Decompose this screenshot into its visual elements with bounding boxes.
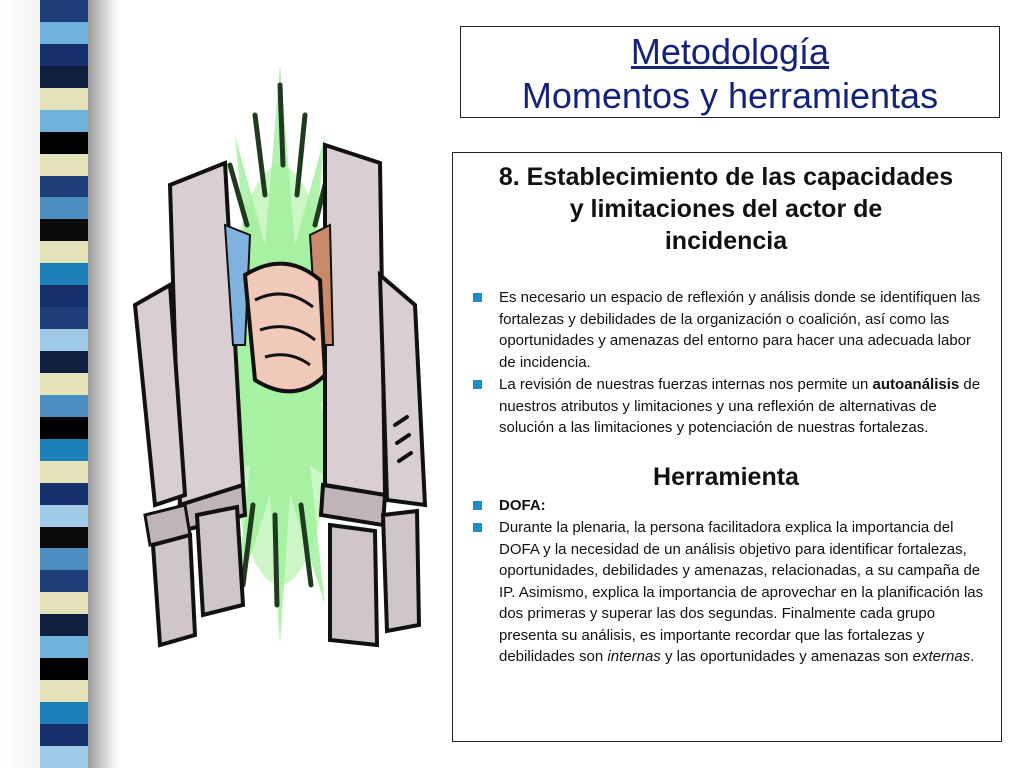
stripe-band bbox=[40, 176, 90, 198]
stripe-band bbox=[40, 724, 90, 746]
section-heading-line2: y limitaciones del actor de bbox=[569, 195, 883, 223]
decorative-stripe bbox=[0, 0, 120, 768]
section-bullet-list bbox=[463, 287, 989, 439]
stripe-band bbox=[40, 132, 90, 154]
list-item bbox=[463, 374, 989, 439]
stripe-bands bbox=[40, 0, 90, 768]
slide-title-box bbox=[460, 26, 1000, 118]
tool-heading: Herramienta bbox=[653, 462, 799, 491]
stripe-band bbox=[40, 527, 90, 549]
left-sleeve bbox=[135, 163, 250, 645]
section-heading bbox=[463, 161, 989, 257]
stripe-band bbox=[40, 461, 90, 483]
right-sleeve bbox=[310, 145, 425, 645]
stripe-band bbox=[40, 746, 90, 768]
stripe-band bbox=[40, 263, 90, 285]
stripe-band bbox=[40, 329, 90, 351]
stripe-band bbox=[40, 483, 90, 505]
bullet-square-icon bbox=[473, 380, 482, 389]
stripe-band bbox=[40, 66, 90, 88]
stripe-band bbox=[40, 636, 90, 658]
stripe-band bbox=[40, 285, 90, 307]
bullet-square-icon bbox=[473, 501, 482, 510]
stripe-band bbox=[40, 592, 90, 614]
stripe-band bbox=[40, 0, 90, 22]
stripe-band bbox=[40, 110, 90, 132]
stripe-band bbox=[40, 702, 90, 724]
content-box bbox=[452, 152, 1002, 742]
stripe-band bbox=[40, 351, 90, 373]
bullet-text: Es necesario un espacio de reflexión y análisis donde se identifiquen las fortalezas y debilidades de la organización o coalición, así como las oportunidades y amenazas del entorno para hacer una adecuada labor de incidencia. bbox=[499, 289, 981, 371]
stripe-band bbox=[40, 154, 90, 176]
bullet-square-icon bbox=[473, 293, 482, 302]
bullet-text-bold: DOFA: bbox=[499, 496, 546, 514]
handshake-illustration bbox=[125, 45, 435, 685]
slide-subtitle: Momentos y herramientas bbox=[521, 75, 939, 116]
bullet-text-after: . bbox=[970, 648, 975, 665]
bullet-text-italic-internas: internas bbox=[607, 648, 661, 665]
bullet-text-italic-externas: externas bbox=[912, 648, 971, 665]
stripe-band bbox=[40, 44, 90, 66]
section-heading-line1: 8. Establecimiento de las capacidades bbox=[498, 163, 954, 191]
bullet-text-before: La revisión de nuestras fuerzas internas nos permite un bbox=[499, 376, 873, 393]
stripe-band bbox=[40, 22, 90, 44]
stripe-band bbox=[40, 197, 90, 219]
clasped-hands bbox=[245, 264, 325, 392]
stripe-band bbox=[40, 680, 90, 702]
stripe-band bbox=[40, 505, 90, 527]
stripe-band bbox=[40, 307, 90, 329]
stripe-band bbox=[40, 614, 90, 636]
stripe-band bbox=[40, 88, 90, 110]
stripe-band bbox=[40, 417, 90, 439]
stripe-band bbox=[40, 219, 90, 241]
tool-bullet-list bbox=[463, 495, 989, 668]
stripe-band bbox=[40, 395, 90, 417]
bullet-text-before: Durante la plenaria, la persona facilitadora explica la importancia del DOFA y la necesidad de un análisis objetivo para identificar fortalezas, oportunidades, debilidades y amenazas, relacionadas, a su campaña de IP. Asimismo, explica la importancia de aprovechar en la planificación las dos primeras y superar las dos segundas. Finalmente cada grupo presenta su análisis, es importante recordar que las fortalezas y debilidades son bbox=[499, 519, 984, 665]
bullet-text-after: de nuestros atributos y limitaciones y una reflexión de alternativas de solución a las limitaciones y potenciación de nuestras fortalezas. bbox=[499, 376, 981, 436]
bullet-text-bold: autoanálisis bbox=[872, 376, 960, 393]
stripe-band bbox=[40, 548, 90, 570]
list-item bbox=[463, 287, 989, 373]
list-item bbox=[463, 517, 989, 668]
bullet-square-icon bbox=[473, 523, 482, 532]
section-heading-line3: incidencia bbox=[664, 227, 788, 255]
stripe-edge bbox=[0, 0, 40, 768]
stripe-band bbox=[40, 439, 90, 461]
slide-title: Metodología bbox=[630, 31, 830, 72]
stripe-band bbox=[40, 241, 90, 263]
stripe-band bbox=[40, 570, 90, 592]
stripe-band bbox=[40, 373, 90, 395]
bullet-text-middle: y las oportunidades y amenazas son bbox=[660, 648, 913, 665]
stripe-shadow bbox=[88, 0, 120, 768]
stripe-band bbox=[40, 658, 90, 680]
list-item bbox=[463, 495, 989, 517]
